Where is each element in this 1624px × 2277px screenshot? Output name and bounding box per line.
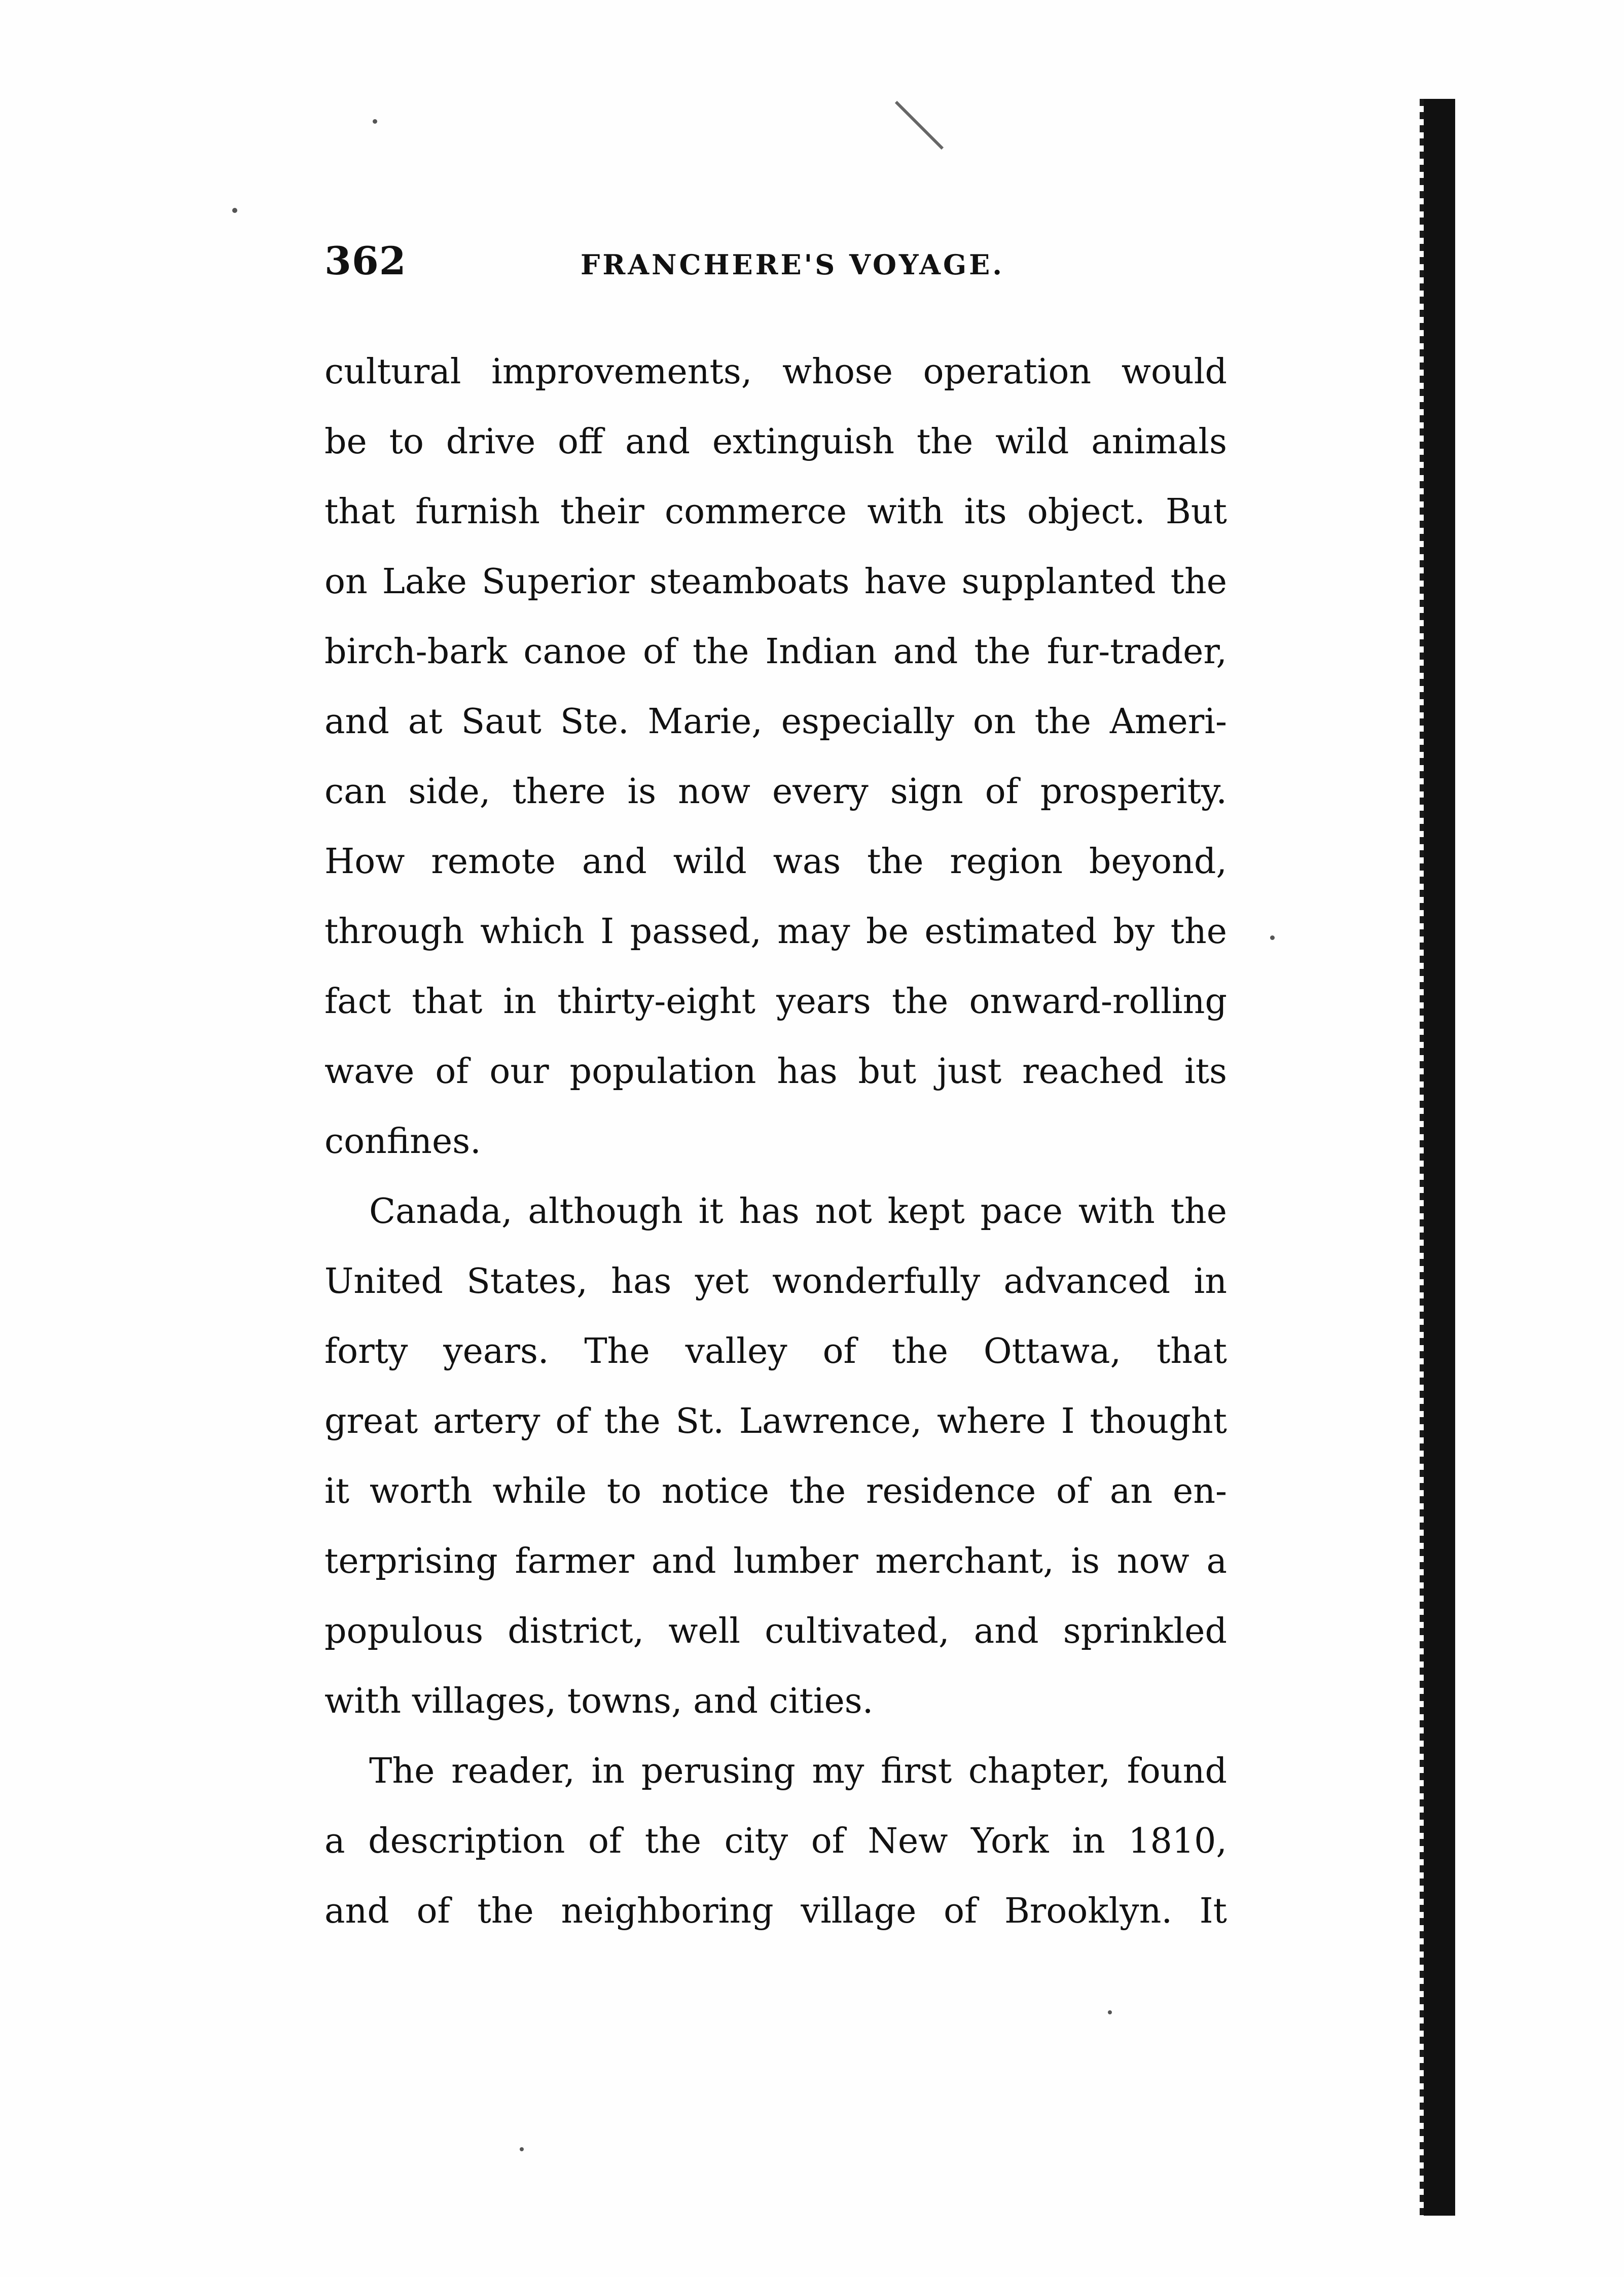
scan-speck — [373, 119, 377, 124]
scan-speck — [1108, 2010, 1112, 2014]
text-line: it worth while to notice the residence of an en- — [324, 1471, 1227, 1511]
book-text — [324, 337, 1227, 1946]
scan-mark — [895, 101, 944, 150]
scan-speck — [1270, 935, 1275, 940]
text-line: wave of our population has but just reached its — [324, 1052, 1227, 1092]
text-line: cultural improvements, whose operation would — [324, 352, 1227, 392]
text-line: a description of the city of New York in 1810, — [324, 1821, 1227, 1861]
text-line: and at Saut Ste. Marie, especially on the Ameri- — [324, 702, 1227, 742]
text-line: be to drive off and extinguish the wild animals — [324, 422, 1227, 462]
text-line: terprising farmer and lumber merchant, is now a — [324, 1541, 1227, 1581]
text-line: United States, has yet wonderfully advanced in — [324, 1261, 1227, 1302]
text-line: with villages, towns, and cities. — [324, 1681, 874, 1721]
text-line: birch-bark canoe of the Indian and the fur-trader, — [324, 632, 1227, 672]
paragraph-reader — [324, 1737, 1227, 1946]
text-line: forty years. The valley of the Ottawa, that — [324, 1331, 1227, 1371]
text-line: How remote and wild was the region beyond, — [324, 842, 1227, 882]
text-line: great artery of the St. Lawrence, where I thought — [324, 1401, 1227, 1441]
text-line: Canada, although it has not kept pace with the — [369, 1191, 1227, 1232]
scan-speck — [520, 2147, 524, 2151]
text-line: populous district, well cultivated, and sprinkled — [324, 1611, 1227, 1651]
page-edge-shadow — [1424, 99, 1455, 2216]
text-line: The reader, in perusing my first chapter, found — [369, 1751, 1227, 1791]
text-line: can side, there is now every sign of prosperity. — [324, 772, 1227, 812]
page-number: 362 — [324, 238, 407, 283]
paragraph-continuation — [324, 337, 1227, 1177]
text-line: fact that in thirty-eight years the onward-rolling — [324, 982, 1227, 1022]
paragraph-canada — [324, 1177, 1227, 1737]
text-line: on Lake Superior steamboats have supplanted the — [324, 562, 1227, 602]
scan-speck — [232, 208, 237, 213]
text-line: confines. — [324, 1122, 481, 1162]
running-title: FRANCHERE'S VOYAGE. — [581, 248, 1005, 281]
text-line: through which I passed, may be estimated by the — [324, 912, 1227, 952]
text-line: that furnish their commerce with its object. But — [324, 492, 1227, 532]
text-line: and of the neighboring village of Brooklyn. It — [324, 1891, 1227, 1931]
running-header — [324, 238, 1227, 294]
